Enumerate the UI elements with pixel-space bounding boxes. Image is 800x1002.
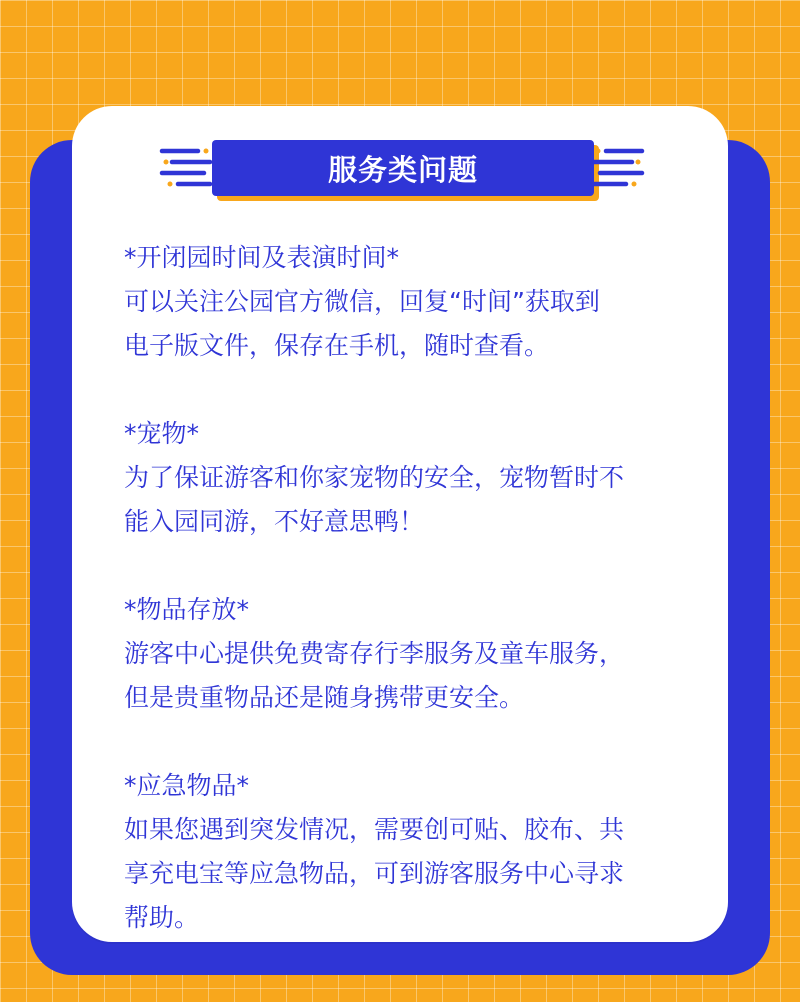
section-text-line: 能入园同游，不好意思鸭！ (124, 507, 425, 536)
section-text-line: 享充电宝等应急物品，可到游客服务中心寻求 (124, 859, 625, 888)
section-text-line: 如果您遇到突发情况，需要创可贴、胶布、共 (124, 815, 625, 844)
section-text-line: 帮助。 (124, 903, 200, 932)
faq-section-storage (124, 588, 694, 720)
faq-content (124, 236, 694, 984)
stripe-decoration-left-icon (158, 144, 214, 196)
page-title: 服务类问题 (327, 152, 478, 187)
title-banner (212, 140, 594, 196)
section-text-line: 游客中心提供免费寄存行李服务及童车服务， (124, 639, 625, 668)
section-text-line: 但是贵重物品还是随身携带更安全。 (124, 683, 525, 712)
faq-section-emergency (124, 764, 694, 940)
section-heading: *开闭园时间及表演时间* (124, 243, 400, 272)
section-text-line: 为了保证游客和你家宠物的安全，宠物暂时不 (124, 463, 625, 492)
stripe-decoration-right-icon (590, 144, 646, 196)
section-heading: *宠物* (124, 419, 200, 448)
section-heading: *应急物品* (124, 771, 250, 800)
faq-section-pets (124, 412, 694, 544)
section-text-line: 电子版文件，保存在手机，随时查看。 (124, 331, 550, 360)
faq-section-hours (124, 236, 694, 368)
section-text-line: 可以关注公园官方微信，回复“时间”获取到 (124, 287, 600, 316)
section-heading: *物品存放* (124, 595, 250, 624)
